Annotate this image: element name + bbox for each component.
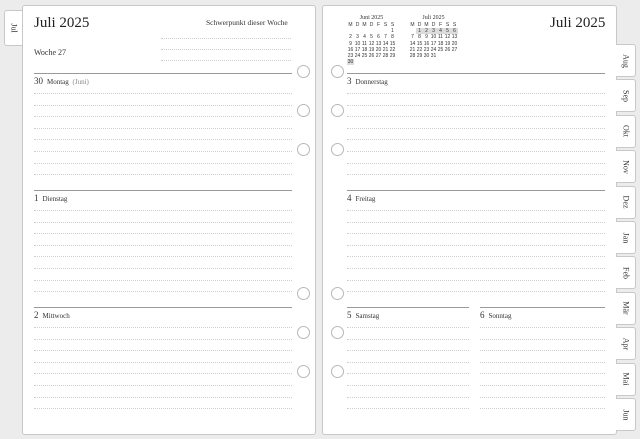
writing-line <box>34 174 292 175</box>
calendar-day: 2 <box>349 34 352 41</box>
writing-line <box>480 327 605 328</box>
weekday-header: D <box>355 22 360 29</box>
writing-line <box>480 350 605 351</box>
writing-line <box>347 105 605 106</box>
weekday-header: M <box>424 22 429 29</box>
tab-label: Okt <box>621 125 630 138</box>
focus-line <box>161 49 291 50</box>
calendar-day: 8 <box>418 34 421 41</box>
tab-label: Jun <box>621 408 630 421</box>
weekday-header: F <box>376 22 381 29</box>
left-page <box>22 5 316 435</box>
tab-month[interactable] <box>616 186 636 219</box>
binder-hole <box>331 287 344 300</box>
binder-hole <box>297 326 310 339</box>
writing-line <box>34 233 292 234</box>
tab-label: Sep <box>621 89 630 102</box>
day-header-tuesday <box>34 193 67 203</box>
calendar-day: 28 <box>409 53 416 60</box>
writing-line <box>347 280 605 281</box>
weekday-header: D <box>417 22 422 29</box>
day-divider <box>34 190 292 191</box>
day-divider <box>347 307 469 308</box>
tab-label: Dez <box>621 195 630 209</box>
writing-line <box>34 408 292 409</box>
weekday-header: F <box>438 22 443 29</box>
tab-jul[interactable] <box>4 10 22 46</box>
calendar-day: 14 <box>382 40 389 47</box>
calendar-day: 12 <box>368 40 375 47</box>
writing-line <box>34 151 292 152</box>
binder-hole <box>331 104 344 117</box>
tab-month[interactable] <box>616 79 636 112</box>
tab-month[interactable] <box>616 256 636 289</box>
writing-line <box>347 139 605 140</box>
mini-calendar-title: Juni 2025 <box>359 15 384 21</box>
writing-line <box>34 373 292 374</box>
calendar-day: 19 <box>444 40 451 47</box>
tab-month[interactable] <box>616 327 636 360</box>
calendar-day: 25 <box>437 46 444 53</box>
calendar-day: 9 <box>425 34 428 41</box>
tab-month[interactable] <box>616 292 636 325</box>
calendar-day: 23 <box>347 53 354 60</box>
mini-calendar-title: Juli 2025 <box>422 15 445 21</box>
writing-line <box>34 128 292 129</box>
day-number: 2 <box>34 310 39 320</box>
calendar-day <box>437 53 444 59</box>
writing-line <box>347 385 469 386</box>
calendar-day: 16 <box>347 46 354 53</box>
calendar-day: 12 <box>444 34 451 41</box>
tab-label: Mär <box>621 301 630 315</box>
writing-line <box>347 291 605 292</box>
calendar-day: 18 <box>437 40 444 47</box>
writing-line <box>347 116 605 117</box>
day-name: Montag <box>47 78 69 86</box>
day-number: 1 <box>34 193 39 203</box>
writing-line <box>34 339 292 340</box>
writing-line <box>34 291 292 292</box>
tab-month[interactable] <box>616 363 636 396</box>
tab-label: Jul <box>9 23 18 33</box>
calendar-day: 22 <box>416 46 423 53</box>
day-number: 4 <box>347 193 352 203</box>
day-header-friday <box>347 193 375 203</box>
calendar-day: 11 <box>361 40 368 47</box>
calendar-day: 2 <box>423 28 430 34</box>
day-header-monday <box>34 76 89 86</box>
day-number: 3 <box>347 76 352 86</box>
tab-month[interactable] <box>616 115 636 148</box>
writing-line <box>34 139 292 140</box>
calendar-day: 11 <box>437 34 444 41</box>
writing-line <box>480 385 605 386</box>
tab-label: Jan <box>621 232 630 243</box>
day-number: 5 <box>347 310 352 320</box>
day-header-saturday <box>347 310 379 320</box>
tab-month[interactable] <box>616 44 636 77</box>
tab-month[interactable] <box>616 398 636 431</box>
weekday-header: S <box>452 22 457 29</box>
binder-hole <box>331 326 344 339</box>
writing-line <box>347 174 605 175</box>
calendar-day: 7 <box>384 34 387 41</box>
day-divider <box>34 73 292 74</box>
day-divider <box>34 307 292 308</box>
weekday-header: M <box>348 22 353 29</box>
writing-line <box>34 222 292 223</box>
writing-line <box>34 210 292 211</box>
writing-line <box>347 163 605 164</box>
focus-line <box>161 38 291 39</box>
writing-line <box>347 268 605 269</box>
writing-line <box>34 397 292 398</box>
writing-line <box>480 373 605 374</box>
calendar-day: 4 <box>437 28 444 34</box>
writing-line <box>480 362 605 363</box>
calendar-day: 24 <box>430 46 437 53</box>
page-title: Juli 2025 <box>34 15 90 31</box>
writing-line <box>34 116 292 117</box>
day-number: 30 <box>34 76 43 86</box>
day-number: 6 <box>480 310 485 320</box>
weekday-header: S <box>383 22 388 29</box>
writing-line <box>347 373 469 374</box>
calendar-day <box>368 59 375 65</box>
day-divider <box>347 73 605 74</box>
day-name: Freitag <box>355 195 376 203</box>
binder-hole <box>297 65 310 78</box>
calendar-day: 9 <box>349 40 352 47</box>
tab-label: Feb <box>621 266 630 279</box>
calendar-day <box>354 59 361 65</box>
writing-line <box>34 327 292 328</box>
writing-line <box>347 128 605 129</box>
calendar-day: 18 <box>361 46 368 53</box>
day-name: Mittwoch <box>42 312 70 320</box>
right-page <box>322 5 617 435</box>
calendar-day <box>451 53 458 59</box>
mini-calendar-june <box>347 15 396 65</box>
calendar-day: 23 <box>423 46 430 53</box>
binder-hole <box>297 143 310 156</box>
weekday-header: S <box>445 22 450 29</box>
calendar-day: 24 <box>354 53 361 60</box>
mini-calendar-grid <box>347 22 396 65</box>
calendar-day: 13 <box>451 34 458 41</box>
calendar-day: 10 <box>430 34 437 41</box>
day-header-thursday <box>347 76 388 86</box>
calendar-day: 1 <box>416 28 423 34</box>
calendar-day: 5 <box>444 28 451 34</box>
calendar-day: 21 <box>409 46 416 53</box>
day-name: Samstag <box>355 312 380 320</box>
writing-line <box>347 151 605 152</box>
calendar-day: 3 <box>356 34 359 41</box>
calendar-day: 6 <box>377 34 380 41</box>
writing-line <box>34 163 292 164</box>
calendar-day: 1 <box>391 28 394 35</box>
writing-line <box>34 350 292 351</box>
day-name: Donnerstag <box>355 78 388 86</box>
weekday-header: M <box>362 22 367 29</box>
tab-label: Nov <box>621 159 630 174</box>
calendar-day: 22 <box>389 46 396 53</box>
calendar-day: 27 <box>451 46 458 53</box>
binder-hole <box>331 143 344 156</box>
tab-month[interactable] <box>616 150 636 183</box>
day-header-wednesday <box>34 310 70 320</box>
calendar-day: 13 <box>375 40 382 47</box>
calendar-day: 8 <box>391 34 394 41</box>
calendar-day: 10 <box>354 40 361 47</box>
calendar-day: 19 <box>368 46 375 53</box>
day-name: Sonntag <box>488 312 512 320</box>
calendar-day: 7 <box>411 34 414 41</box>
focus-line <box>161 60 291 61</box>
writing-line <box>347 397 469 398</box>
day-name: Dienstag <box>42 195 68 203</box>
weekday-header: S <box>390 22 395 29</box>
writing-line <box>347 93 605 94</box>
calendar-day: 29 <box>389 53 396 60</box>
writing-line <box>347 327 469 328</box>
calendar-day: 14 <box>409 40 416 47</box>
binder-hole <box>297 104 310 117</box>
calendar-day: 5 <box>370 34 373 41</box>
calendar-day: 27 <box>375 53 382 60</box>
weekday-header: D <box>369 22 374 29</box>
writing-line <box>34 268 292 269</box>
calendar-day <box>382 59 389 65</box>
week-number: Woche 27 <box>34 48 67 57</box>
writing-line <box>34 105 292 106</box>
writing-line <box>34 245 292 246</box>
day-header-sunday <box>480 310 511 320</box>
writing-line <box>34 256 292 257</box>
calendar-day <box>444 53 451 59</box>
calendar-day: 26 <box>368 53 375 60</box>
day-extra: (Juni) <box>72 78 89 86</box>
calendar-day <box>375 59 382 65</box>
calendar-day: 20 <box>451 40 458 47</box>
calendar-day: 6 <box>451 28 458 34</box>
calendar-day: 25 <box>361 53 368 60</box>
writing-line <box>34 93 292 94</box>
weekday-header: D <box>431 22 436 29</box>
writing-line <box>347 256 605 257</box>
binder-hole <box>331 365 344 378</box>
calendar-day: 31 <box>430 53 437 60</box>
writing-line <box>480 408 605 409</box>
writing-line <box>347 408 469 409</box>
writing-line <box>34 280 292 281</box>
writing-line <box>480 339 605 340</box>
writing-line <box>34 385 292 386</box>
calendar-day: 17 <box>354 46 361 53</box>
writing-line <box>347 350 469 351</box>
tab-label: Aug <box>621 53 630 68</box>
page-title: Juli 2025 <box>550 15 606 31</box>
calendar-day: 15 <box>389 40 396 47</box>
mini-calendar-grid <box>409 22 458 59</box>
calendar-day: 30 <box>423 53 430 60</box>
writing-line <box>480 397 605 398</box>
writing-line <box>347 245 605 246</box>
calendar-day <box>361 59 368 65</box>
writing-line <box>347 339 469 340</box>
weekday-header: M <box>410 22 415 29</box>
calendar-day: 28 <box>382 53 389 60</box>
day-divider <box>347 190 605 191</box>
binder-hole <box>331 65 344 78</box>
calendar-day: 29 <box>416 53 423 60</box>
calendar-day: 3 <box>430 28 437 34</box>
calendar-day: 30 <box>347 59 354 66</box>
calendar-day: 17 <box>430 40 437 47</box>
writing-line <box>34 362 292 363</box>
binder-hole <box>297 287 310 300</box>
focus-label: Schwerpunkt dieser Woche <box>206 18 288 27</box>
calendar-day: 20 <box>375 46 382 53</box>
tab-label: Mai <box>621 372 630 386</box>
calendar-day: 4 <box>363 34 366 41</box>
writing-line <box>347 362 469 363</box>
day-divider <box>480 307 605 308</box>
calendar-day: 16 <box>423 40 430 47</box>
calendar-day: 15 <box>416 40 423 47</box>
tab-label: Apr <box>621 337 630 350</box>
writing-line <box>347 222 605 223</box>
calendar-day: 26 <box>444 46 451 53</box>
binder-hole <box>297 365 310 378</box>
calendar-day <box>389 59 396 65</box>
writing-line <box>347 233 605 234</box>
calendar-day: 21 <box>382 46 389 53</box>
mini-calendar-july <box>409 15 458 59</box>
writing-line <box>347 210 605 211</box>
tab-month[interactable] <box>616 221 636 254</box>
